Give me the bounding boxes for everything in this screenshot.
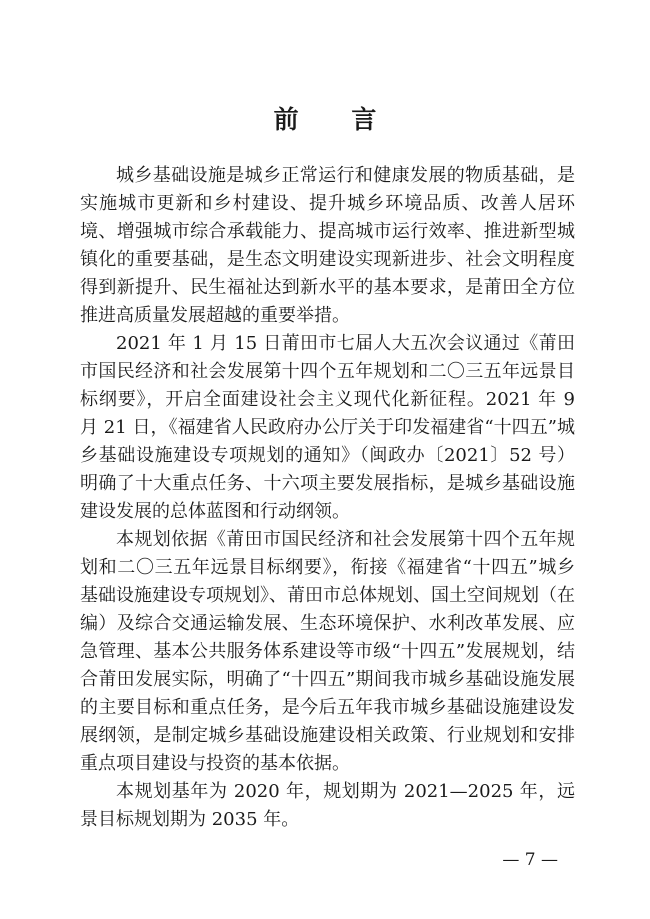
- page-number: — 7 —: [502, 850, 558, 870]
- page-title: 前 言: [273, 105, 399, 134]
- paragraph-3: 本规划依据《莆田市国民经济和社会发展第十四个五年规划和二〇三五年远景目标纲要》，衔接《福建省“十四五”城乡基础设施建设专项规划》、莆田市总体规划、国土空间规划（在编）及综合交通运输发展、生态环境保护、水利改革发展、应急管理、基本公共服务体系建设等市级“十四五”发展规划，结合莆田发展实际，明确了“十四五”期间我市城乡基础设施发展的主要目标和重点任务，是今后五年我市城乡基础设施建设发展纲领，是制定城乡基础设施建设相关政策、行业规划和安排重点项目建设与投资的基本依据。: [80, 529, 575, 774]
- paragraph-2: 2021 年 1 月 15 日莆田市七届人大五次会议通过《莆田市国民经济和社会发展第十四个五年规划和二〇三五年远景目标纲要》，开启全面建设社会主义现代化新征程。2021 年 9 月 21 日，《福建省人民政府办公厅关于印发福建省“十四五”城乡基础设施建设专项规划的通知》（闽政办〔2021〕52 号）明确了十大重点任务、十六项主要发展指标，是城乡基础设施建设发展的总体蓝图和行动纲领。: [80, 333, 575, 522]
- document-body: [80, 162, 575, 834]
- paragraph-4: 本规划基年为 2020 年，规划期为 2021—2025 年，远景目标规划期为 2035 年。: [80, 781, 575, 830]
- paragraph-1: 城乡基础设施是城乡正常运行和健康发展的物质基础，是实施城市更新和乡村建设、提升城乡环境品质、改善人居环境、增强城市综合承载能力、提高城市运行效率、推进新型城镇化的重要基础，是生态文明建设实现新进步、社会文明程度得到新提升、民生福祉达到新水平的基本要求，是莆田全方位推进高质量发展超越的重要举措。: [80, 165, 575, 326]
